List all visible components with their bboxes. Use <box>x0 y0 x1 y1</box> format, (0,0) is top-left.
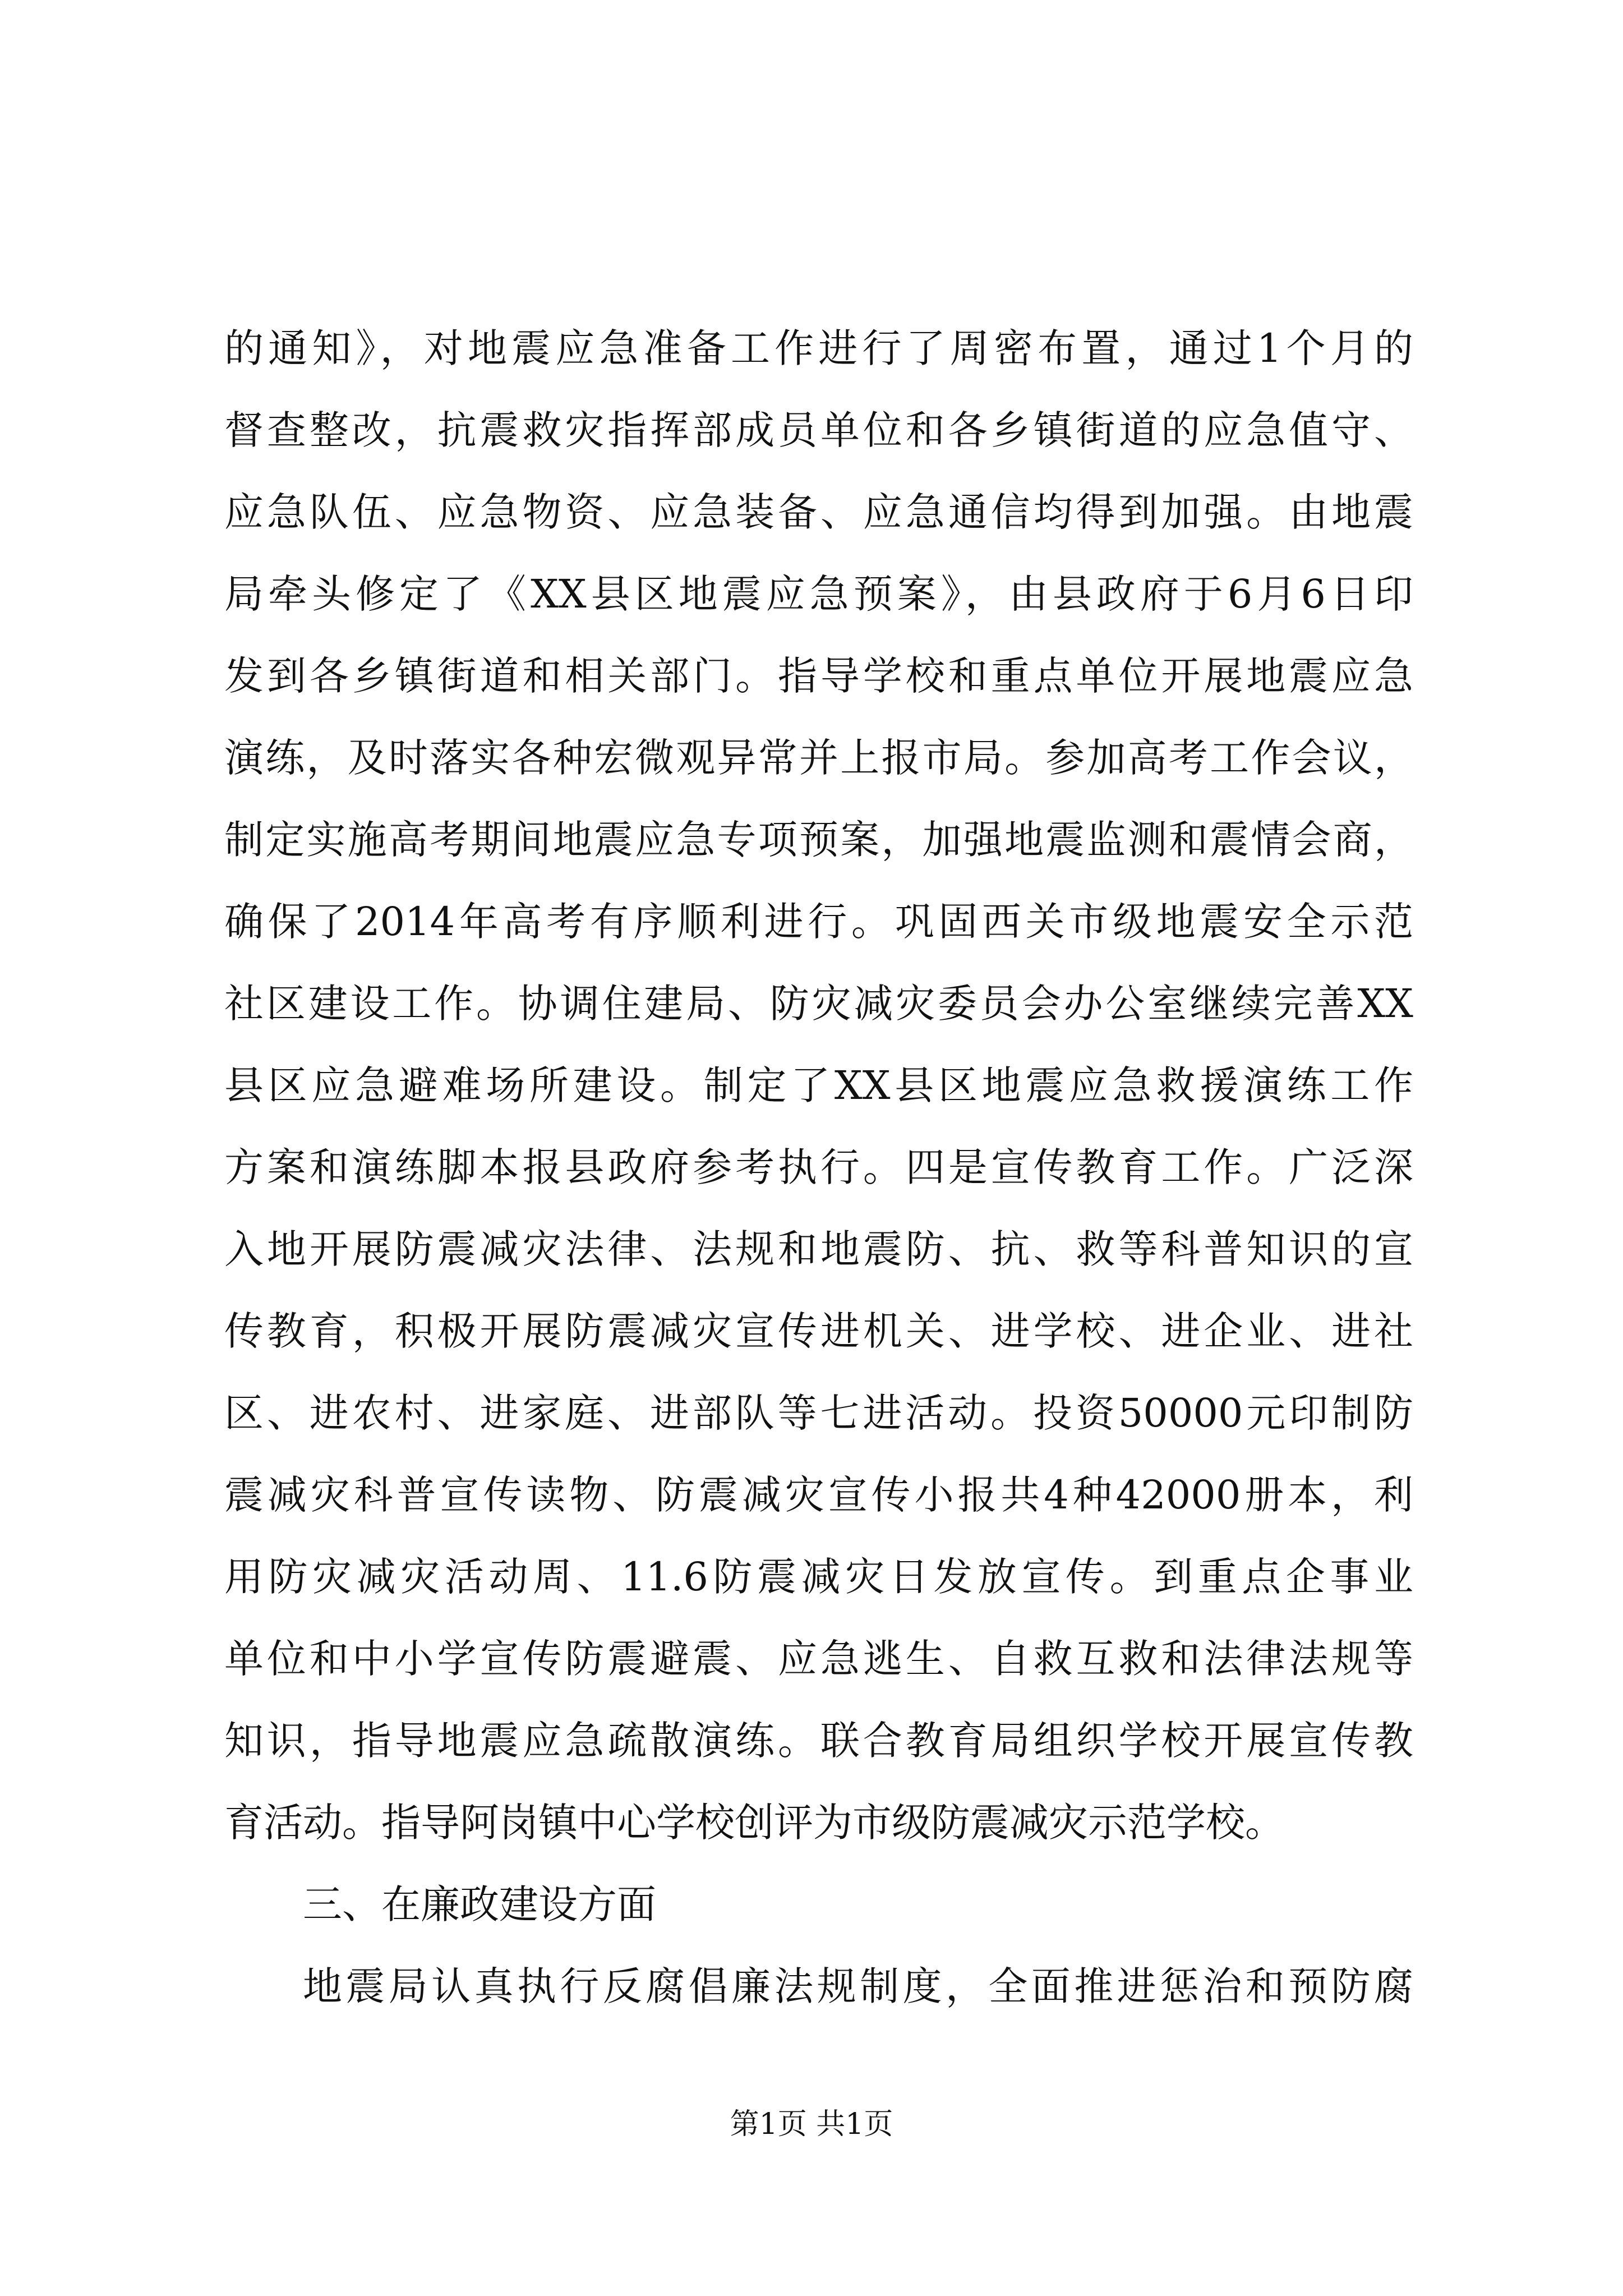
body-line: 应急队伍、应急物资、应急装备、应急通信均得到加强。由地震 <box>224 489 1413 535</box>
page-footer: 第1页 共1页 <box>730 2108 893 2141</box>
body-line: 发到各乡镇街道和相关部门。指导学校和重点单位开展地震应急 <box>224 653 1413 699</box>
body-line: 传教育，积极开展防震减灾宣传进机关、进学校、进企业、进社 <box>224 1308 1413 1354</box>
body-line: 社区建设工作。协调住建局、防灾减灾委员会办公室继续完善XX <box>224 981 1413 1027</box>
body-line: 单位和中小学宣传防震避震、应急逃生、自救互救和法律法规等 <box>224 1636 1413 1682</box>
body-line: 震减灾科普宣传读物、防震减灾宣传小报共4种42000册本，利 <box>224 1472 1413 1518</box>
body-line: 县区应急避难场所建设。制定了XX县区地震应急救援演练工作 <box>224 1062 1413 1108</box>
body-line: 区、进农村、进家庭、进部队等七进活动。投资50000元印制防 <box>224 1390 1413 1436</box>
body-line-last: 育活动。指导阿岗镇中心学校创评为市级防震减灾示范学校。 <box>224 1800 1284 1846</box>
paragraph-first-line: 地震局认真执行反腐倡廉法规制度，全面推进惩治和预防腐 <box>303 1963 1413 2009</box>
body-line: 确保了2014年高考有序顺利进行。巩固西关市级地震安全示范 <box>224 899 1413 945</box>
body-line: 方案和演练脚本报县政府参考执行。四是宣传教育工作。广泛深 <box>224 1144 1413 1190</box>
body-line: 督查整改，抗震救灾指挥部成员单位和各乡镇街道的应急值守、 <box>224 407 1413 453</box>
body-line: 入地开展防震减灾法律、法规和地震防、抗、救等科普知识的宣 <box>224 1226 1413 1272</box>
section-heading: 三、在廉政建设方面 <box>303 1881 656 1927</box>
body-line: 用防灾减灾活动周、11.6防震减灾日发放宣传。到重点企事业 <box>224 1554 1413 1600</box>
body-line: 的通知》，对地震应急准备工作进行了周密布置，通过1个月的 <box>224 325 1413 371</box>
body-line: 演练，及时落实各种宏微观异常并上报市局。参加高考工作会议， <box>224 735 1413 781</box>
body-line: 知识，指导地震应急疏散演练。联合教育局组织学校开展宣传教 <box>224 1718 1413 1764</box>
body-line: 制定实施高考期间地震应急专项预案，加强地震监测和震情会商， <box>224 817 1413 863</box>
body-line: 局牵头修定了《XX县区地震应急预案》，由县政府于6月6日印 <box>224 571 1413 617</box>
document-body <box>224 307 1413 2027</box>
